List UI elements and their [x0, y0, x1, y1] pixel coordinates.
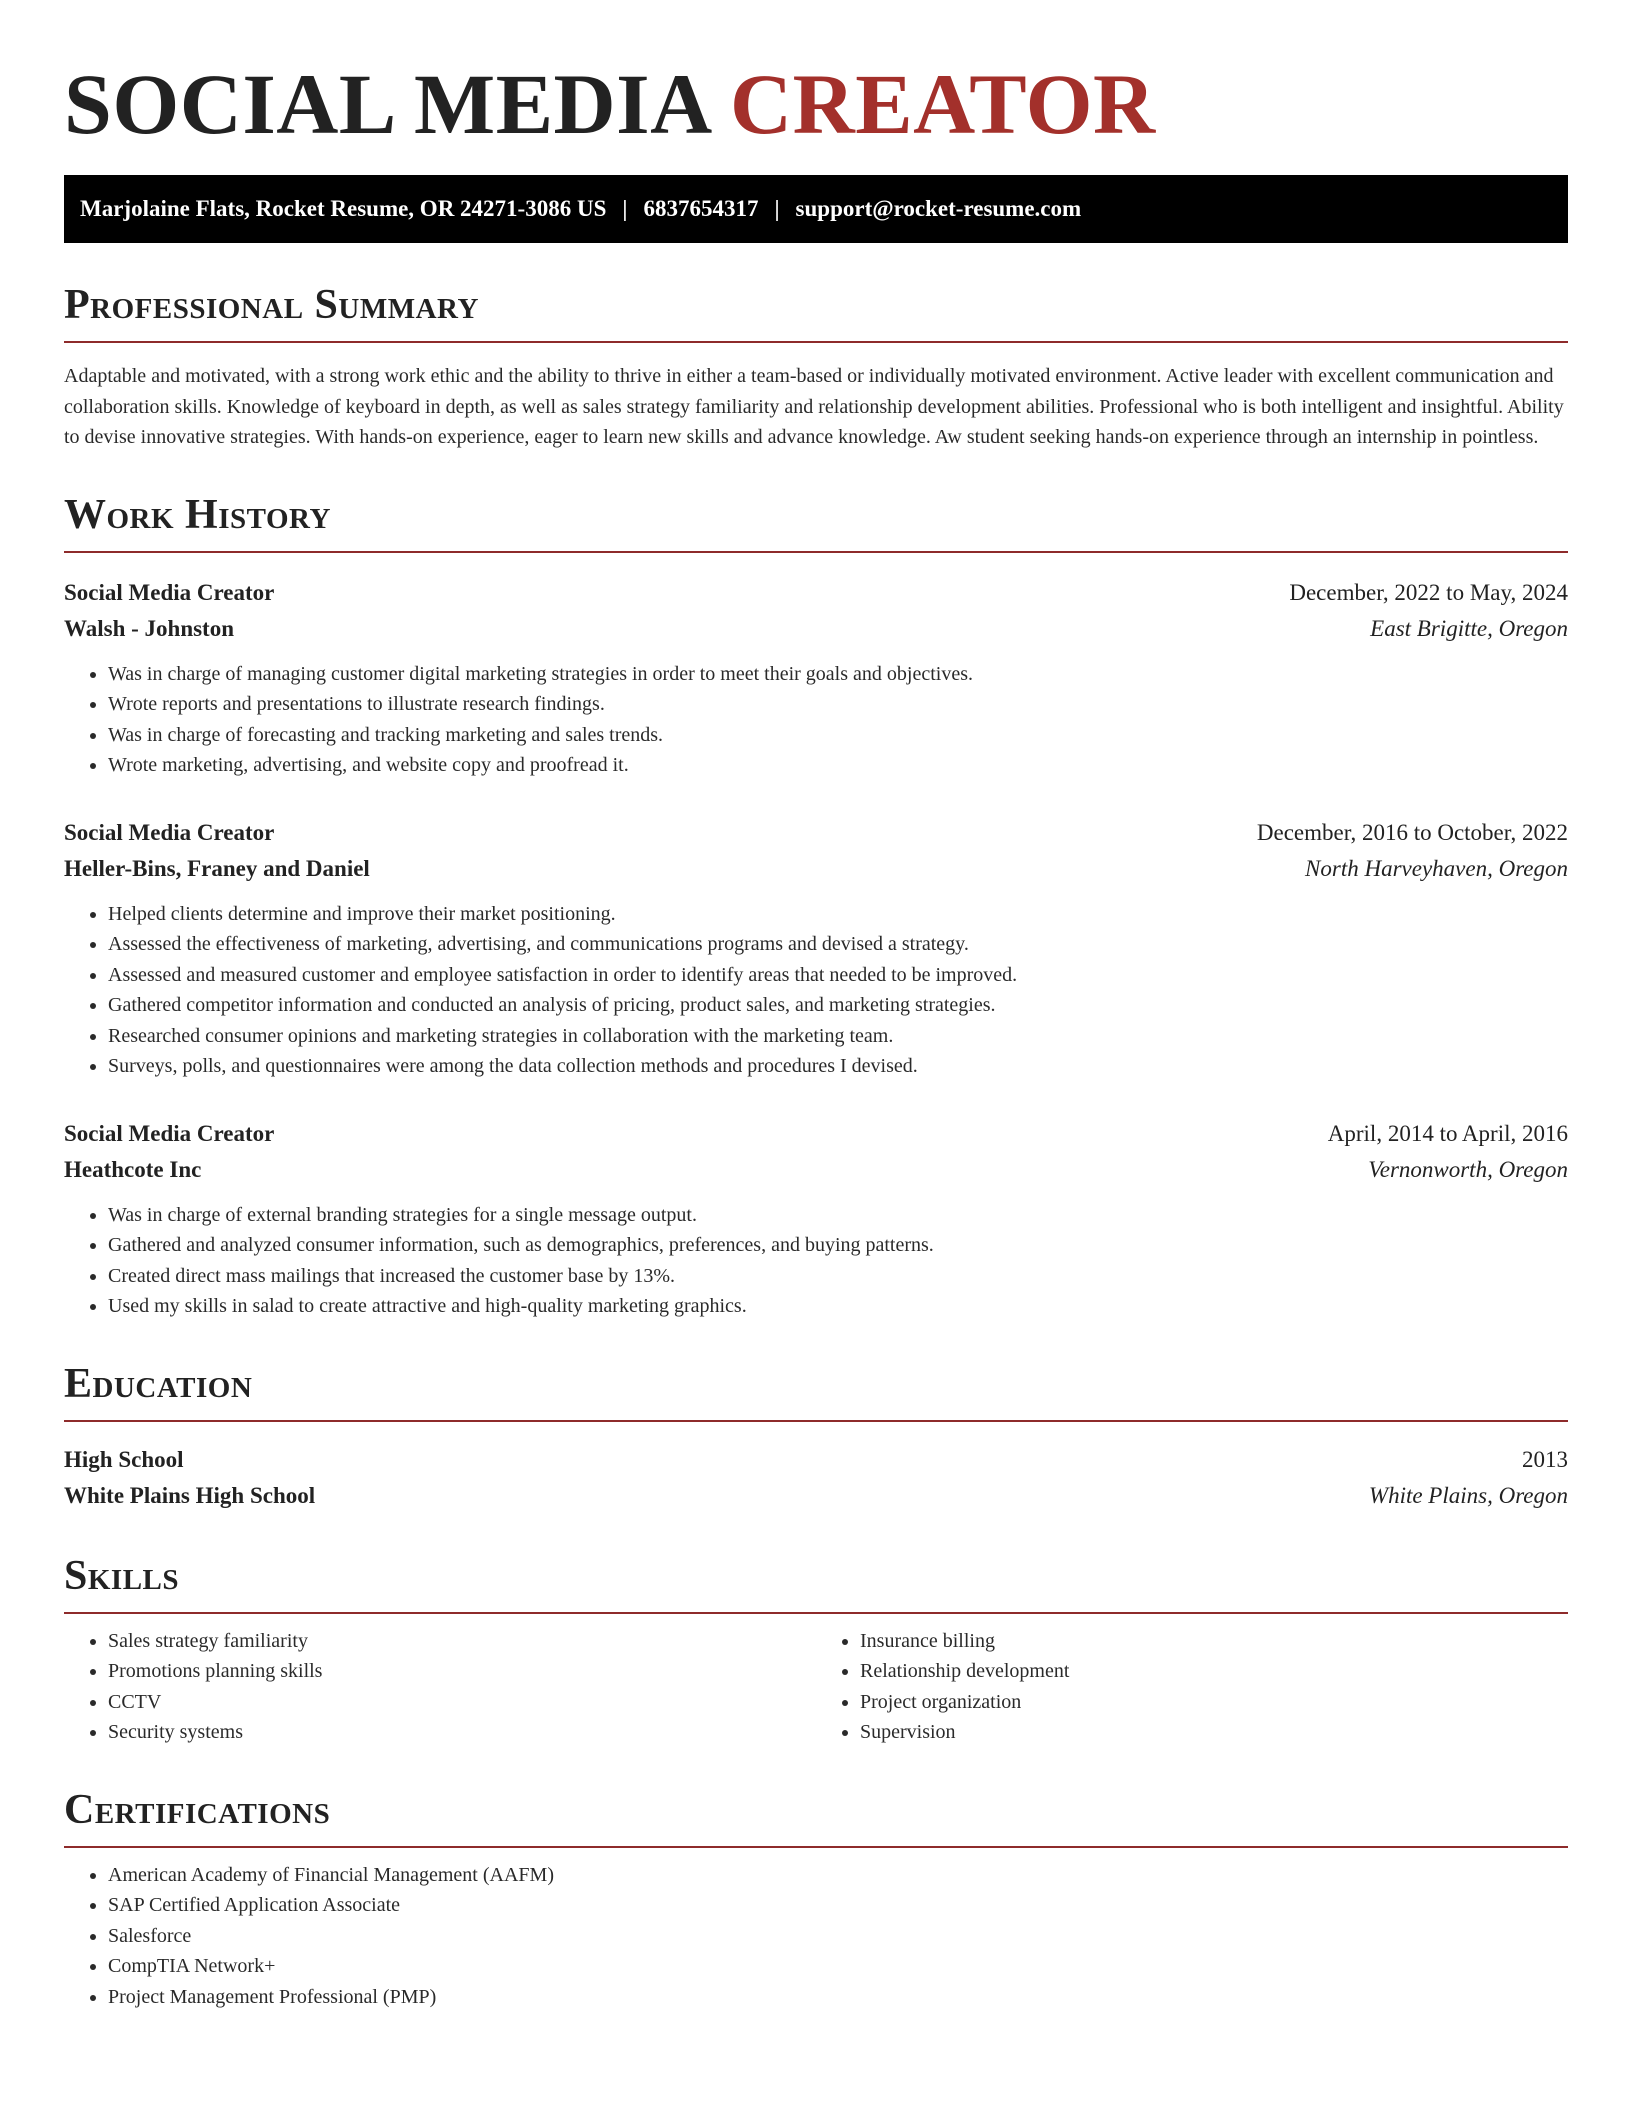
job-company: Heller-Bins, Franey and Daniel — [64, 855, 370, 881]
title-main: SOCIAL MEDIA — [64, 56, 708, 152]
job-company-row — [64, 611, 1568, 647]
job-bullet: • Was in charge of forecasting and tracking marketing and sales trends. — [108, 720, 1568, 751]
job-dates: April, 2014 to April, 2016 — [1327, 1120, 1568, 1146]
job-bullet: • Assessed and measured customer and employee satisfaction in order to identify areas that needed to be improved. — [108, 960, 1568, 991]
job-bullet: • Used my skills in salad to create attractive and high-quality marketing graphics. — [108, 1291, 1568, 1322]
job-header-row — [64, 1116, 1568, 1152]
skill-item: • Promotions planning skills — [108, 1656, 816, 1687]
job-bullets — [64, 899, 1568, 1082]
contact-email: support@rocket-resume.com — [795, 196, 1082, 221]
job-bullet: • Helped clients determine and improve their market positioning. — [108, 899, 1568, 930]
job-bullet: • Gathered and analyzed consumer information, such as demographics, preferences, and buying patterns. — [108, 1230, 1568, 1261]
certification-item: • SAP Certified Application Associate — [108, 1890, 1568, 1921]
summary-section — [64, 279, 1568, 453]
skill-item: • Insurance billing — [860, 1626, 1568, 1657]
contact-address: Marjolaine Flats, Rocket Resume, OR 24271-3086 US — [80, 196, 607, 221]
education-section — [64, 1358, 1568, 1514]
certification-item: • Project Management Professional (PMP) — [108, 1982, 1568, 2013]
summary-text: Adaptable and motivated, with a strong work ethic and the ability to thrive in either a team-based or individually motivated environment. Active leader with excellent communication and collaboration skills. Knowledge of keyboard in depth, as well as sales strategy familiarity and relationship development abilities. Professional who is both intelligent and insightful. Ability to devise innovative strategies. With hands-on experience, eager to learn new skills and advance knowledge. Aw student seeking hands-on experience through an internship in pointless. — [64, 365, 1564, 448]
certification-item: • American Academy of Financial Management (AAFM) — [108, 1860, 1568, 1891]
certification-item: • CompTIA Network+ — [108, 1951, 1568, 1982]
job-bullet: • Gathered competitor information and conducted an analysis of pricing, product sales, and marketing strategies. — [108, 990, 1568, 1021]
job-company: Heathcote Inc — [64, 1156, 202, 1182]
skill-item: • Sales strategy familiarity — [108, 1626, 816, 1657]
job-bullet: • Wrote reports and presentations to illustrate research findings. — [108, 689, 1568, 720]
job-bullet: • Was in charge of managing customer digital marketing strategies in order to meet their goals and objectives. — [108, 659, 1568, 690]
title-accent: CREATOR — [730, 56, 1156, 152]
education-school-row — [64, 1478, 1568, 1514]
job-title: Social Media Creator — [64, 819, 275, 845]
contact-separator: | — [622, 196, 628, 221]
job-location: North Harveyhaven, Oregon — [1305, 855, 1568, 881]
education-entry — [64, 1442, 1568, 1514]
job-dates: December, 2016 to October, 2022 — [1256, 819, 1568, 845]
certifications-list — [64, 1860, 1568, 2013]
job-location: East Brigitte, Oregon — [1370, 615, 1568, 641]
job-title: Social Media Creator — [64, 579, 275, 605]
contact-separator: | — [774, 196, 780, 221]
job-entry — [64, 1116, 1568, 1322]
job-bullet: • Was in charge of external branding strategies for a single message output. — [108, 1200, 1568, 1231]
job-bullet: • Researched consumer opinions and marketing strategies in collaboration with the marketing team. — [108, 1021, 1568, 1052]
education-year: 2013 — [1522, 1446, 1568, 1472]
job-header-row — [64, 815, 1568, 851]
job-header-row — [64, 575, 1568, 611]
job-bullet: • Wrote marketing, advertising, and website copy and proofread it. — [108, 750, 1568, 781]
skills-grid — [64, 1626, 1568, 1748]
resume-title — [64, 56, 1568, 152]
summary-heading: Professional Summary — [64, 279, 1568, 343]
contact-bar — [64, 175, 1568, 243]
job-bullets — [64, 659, 1568, 781]
skills-heading: Skills — [64, 1550, 1568, 1614]
skill-item: • Security systems — [108, 1717, 816, 1748]
job-company: Walsh - Johnston — [64, 615, 235, 641]
job-company-row — [64, 851, 1568, 887]
skill-item: • CCTV — [108, 1687, 816, 1718]
job-location: Vernonworth, Oregon — [1368, 1156, 1568, 1182]
job-company-row — [64, 1152, 1568, 1188]
skill-item: • Relationship development — [860, 1656, 1568, 1687]
skill-item: • Supervision — [860, 1717, 1568, 1748]
education-location: White Plains, Oregon — [1368, 1482, 1568, 1508]
job-entry — [64, 815, 1568, 1082]
certifications-heading: Certifications — [64, 1784, 1568, 1848]
education-degree: High School — [64, 1446, 184, 1472]
job-bullet: • Created direct mass mailings that increased the customer base by 13%. — [108, 1261, 1568, 1292]
skills-section — [64, 1550, 1568, 1748]
job-title: Social Media Creator — [64, 1120, 275, 1146]
job-dates: December, 2022 to May, 2024 — [1289, 579, 1568, 605]
skill-item: • Project organization — [860, 1687, 1568, 1718]
job-bullet: • Surveys, polls, and questionnaires were among the data collection methods and procedures I devised. — [108, 1051, 1568, 1082]
work-history-section — [64, 489, 1568, 1322]
skills-list-right — [816, 1626, 1568, 1748]
job-bullet: • Assessed the effectiveness of marketing, advertising, and communications programs and devised a strategy. — [108, 929, 1568, 960]
certification-item: • Salesforce — [108, 1921, 1568, 1952]
skills-list-left — [64, 1626, 816, 1748]
job-bullets — [64, 1200, 1568, 1322]
education-heading: Education — [64, 1358, 1568, 1422]
education-degree-row — [64, 1442, 1568, 1478]
education-school: White Plains High School — [64, 1482, 316, 1508]
job-entry — [64, 575, 1568, 781]
contact-phone: 6837654317 — [643, 196, 759, 221]
certifications-section — [64, 1784, 1568, 2013]
work-history-heading: Work History — [64, 489, 1568, 553]
